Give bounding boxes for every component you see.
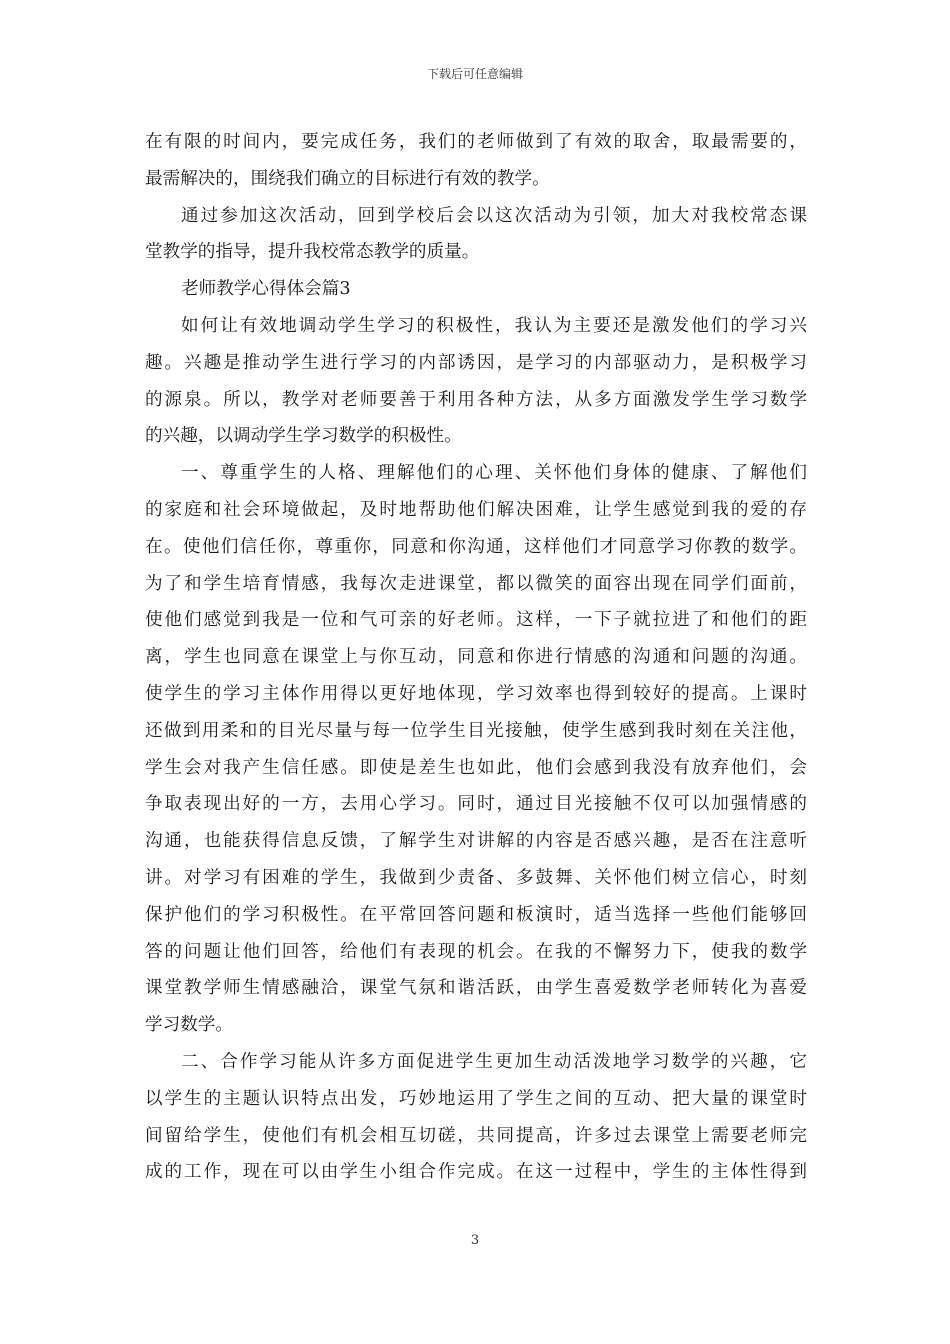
text-line: 课堂教学师生情感融洽，课堂气氛和谐活跃，由学生喜爱数学老师转化为喜爱: [145, 978, 807, 999]
paragraph-5: [145, 1044, 807, 1191]
page-header: 下载后可任意编辑: [426, 67, 523, 81]
text-line: 争取表现出好的一方，去用心学习。同时，通过目光接触不仅可以加强情感的: [145, 794, 807, 815]
text-line: 使他们感觉到我是一位和气可亲的好老师。这样，一下子就拉进了和他们的距: [145, 610, 807, 631]
text-line: 通过参加这次活动，回到学校后会以这次活动为引领，加大对我校常态课: [181, 205, 807, 226]
text-line: 的家庭和社会环境做起，及时地帮助他们解决困难，让学生感觉到我的爱的存: [145, 499, 807, 520]
paragraph-3: [145, 308, 807, 455]
text-line: 的源泉。所以，教学对老师要善于利用各种方法，从多方面激发学生学习数学: [145, 389, 807, 410]
text-line: 学习数学。: [145, 1015, 233, 1036]
text-line: 离，学生也同意在课堂上与你互动，同意和你进行情感的沟通和问题的沟通。: [145, 647, 807, 668]
text-line: 讲。对学习有困难的学生，我做到少责备、多鼓舞、关怀他们树立信心，时刻: [145, 867, 807, 888]
text-line: 以学生的主题认识特点出发，巧妙地运用了学生之间的互动、把大量的课堂时: [145, 1088, 807, 1109]
text-line: 学生会对我产生信任感。即使是差生也如此，他们会感到我没有放弃他们，会: [145, 757, 807, 778]
document-body: [145, 124, 807, 1191]
paragraph-2: [145, 198, 807, 272]
text-line: 保护他们的学习积极性。在平常回答问题和板演时，适当选择一些他们能够回: [145, 904, 807, 925]
text-line: 一、尊重学生的人格、理解他们的心理、关怀他们身体的健康、了解他们: [181, 463, 807, 484]
text-line: 使学生的学习主体作用得以更好地体现，学习效率也得到较好的提高。上课时: [145, 683, 807, 704]
text-line: 如何让有效地调动学生学习的积极性，我认为主要还是激发他们的学习兴: [181, 315, 807, 336]
text-line: 间留给学生，使他们有机会相互切磋，共同提高，许多过去课堂上需要老师完: [145, 1125, 807, 1146]
text-line: 还做到用柔和的目光尽量与每一位学生目光接触，使学生感到我时刻在关注他，: [145, 720, 807, 741]
paragraph-1: [145, 124, 807, 198]
paragraph-4: [145, 455, 807, 1044]
text-line: 堂教学的指导，提升我校常态教学的质量。: [145, 242, 480, 263]
heading-line: 老师教学心得体会篇3: [181, 279, 351, 300]
text-line: 沟通，也能获得信息反馈，了解学生对讲解的内容是否感兴趣，是否在注意听: [145, 831, 807, 852]
text-line: 成的工作，现在可以由学生小组合作完成。在这一过程中，学生的主体性得到: [145, 1162, 807, 1183]
text-line: 趣。兴趣是推动学生进行学习的内部诱因，是学习的内部驱动力，是积极学习: [145, 352, 807, 373]
section-heading: [145, 271, 807, 308]
text-line: 答的问题让他们回答，给他们有表现的机会。在我的不懈努力下，使我的数学: [145, 941, 807, 962]
text-line: 二、合作学习能从许多方面促进学生更加生动活泼地学习数学的兴趣，它: [181, 1051, 807, 1072]
text-line: 为了和学生培育情感，我每次走进课堂，都以微笑的面容出现在同学们面前，: [145, 573, 807, 594]
text-line: 的兴趣，以调动学生学习数学的积极性。: [145, 426, 462, 447]
page-number: 3: [470, 1233, 480, 1248]
text-line: 最需解决的，围绕我们确立的目标进行有效的教学。: [145, 168, 550, 189]
text-line: 在。使他们信任你，尊重你，同意和你沟通，这样他们才同意学习你教的数学。: [145, 536, 807, 557]
text-line: 在有限的时间内，要完成任务，我们的老师做到了有效的取舍，取最需要的，: [145, 132, 807, 152]
